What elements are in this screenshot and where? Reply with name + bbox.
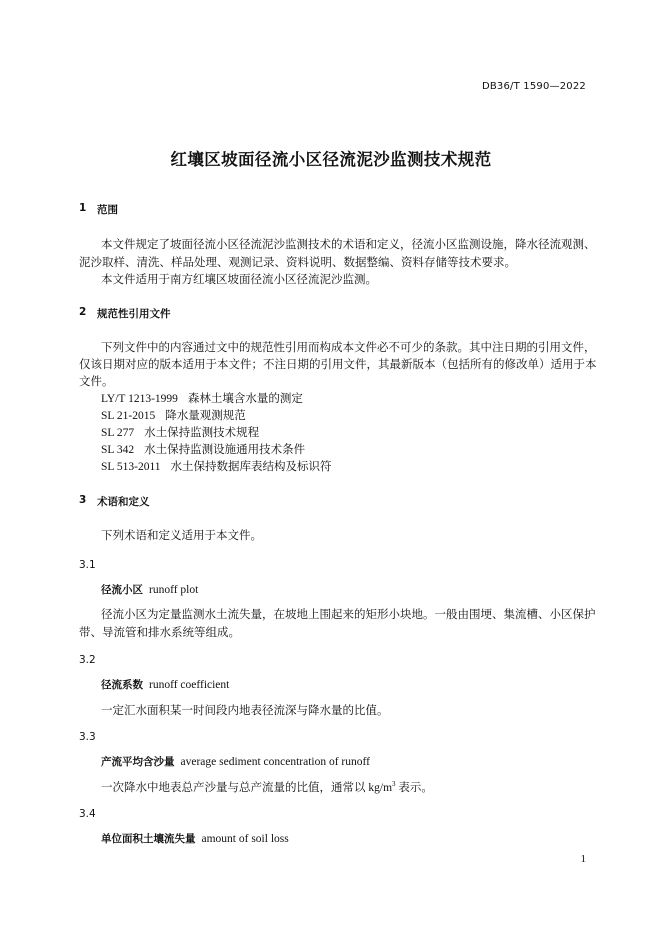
term-definition-line: 带、导流管和排水系统等组成。 — [79, 627, 240, 639]
reference-title: 水土保持监测技术规程 — [144, 427, 260, 439]
term-en: average sediment concentration of runoff — [180, 756, 370, 768]
reference-code: SL 513-2011 — [101, 461, 161, 473]
reference-item — [101, 424, 259, 440]
reference-code: SL 277 — [101, 427, 135, 439]
reference-title: 水土保持数据库表结构及标识符 — [170, 461, 332, 473]
superscript: 3 — [392, 780, 396, 789]
reference-item — [101, 441, 305, 457]
normative-para-line2: 仅该日期对应的版本适用于本文件；不注日期的引用文件，其最新版本（包括所有的修改单）适用于本 — [79, 359, 597, 371]
section-3-number: 3 — [79, 494, 87, 506]
section-2-number: 2 — [79, 306, 87, 318]
scope-para2: 本文件适用于南方红壤区坡面径流小区径流泥沙监测。 — [101, 274, 377, 286]
reference-title: 降水量观测规范 — [165, 410, 246, 422]
term-definition-line: 一定汇水面积某一时间段内地表径流深与降水量的比值。 — [101, 705, 389, 717]
term-heading — [101, 754, 370, 769]
term-definition-line: 径流小区为定量监测水土流失量，在坡地上围起来的矩形小块地。一般由围埂、集流槽、小区保护 — [101, 609, 596, 621]
scope-para1-line1: 本文件规定了坡面径流小区径流泥沙监测技术的术语和定义，径流小区监测设施，降水径流观测、 — [101, 239, 596, 251]
reference-code: SL 342 — [101, 444, 135, 456]
normative-para-line3: 文件。 — [79, 376, 114, 388]
reference-item — [101, 458, 332, 474]
document-title: 红壤区坡面径流小区径流泥沙监测技术规范 — [170, 150, 492, 169]
term-en: amount of soil loss — [201, 833, 289, 845]
term-zh: 径流小区 — [101, 584, 143, 596]
reference-code: LY/T 1213-1999 — [101, 393, 178, 405]
term-zh: 径流系数 — [101, 679, 143, 691]
term-heading — [101, 677, 229, 692]
term-definition-line — [101, 779, 433, 795]
term-number: 3.1 — [79, 559, 96, 571]
term-number: 3.3 — [79, 731, 96, 743]
terms-intro: 下列术语和定义适用于本文件。 — [101, 530, 262, 542]
term-heading — [101, 582, 198, 597]
page-number: 1 — [580, 853, 586, 865]
term-zh: 产流平均含沙量 — [101, 756, 175, 768]
term-number: 3.2 — [79, 654, 96, 666]
reference-item — [101, 390, 303, 406]
reference-item — [101, 407, 246, 423]
section-3-title: 术语和定义 — [97, 496, 150, 508]
definition-text: 一次降水中地表总产沙量与总产流量的比值，通常以 kg/m — [101, 782, 393, 794]
scope-para1-line2: 泥沙取样、清洗、样品处理、观测记录、资料说明、数据整编、资料存储等技术要求。 — [79, 257, 516, 269]
definition-text: 表示。 — [395, 782, 433, 794]
term-zh: 单位面积土壤流失量 — [101, 833, 196, 845]
term-en: runoff plot — [149, 584, 199, 596]
reference-title: 水土保持监测设施通用技术条件 — [144, 444, 306, 456]
term-en: runoff coefficient — [149, 679, 230, 691]
normative-para-line1: 下列文件中的内容通过文中的规范性引用而构成本文件必不可少的条款。其中注日期的引用文件， — [101, 342, 596, 354]
section-2-title: 规范性引用文件 — [97, 308, 171, 320]
section-1-title: 范围 — [97, 204, 118, 216]
term-number: 3.4 — [79, 808, 96, 820]
section-1-number: 1 — [79, 202, 87, 214]
term-heading — [101, 831, 289, 846]
reference-title: 森林土壤含水量的测定 — [187, 393, 303, 405]
reference-code: SL 21-2015 — [101, 410, 156, 422]
document-code: DB36/T 1590—2022 — [481, 81, 586, 92]
